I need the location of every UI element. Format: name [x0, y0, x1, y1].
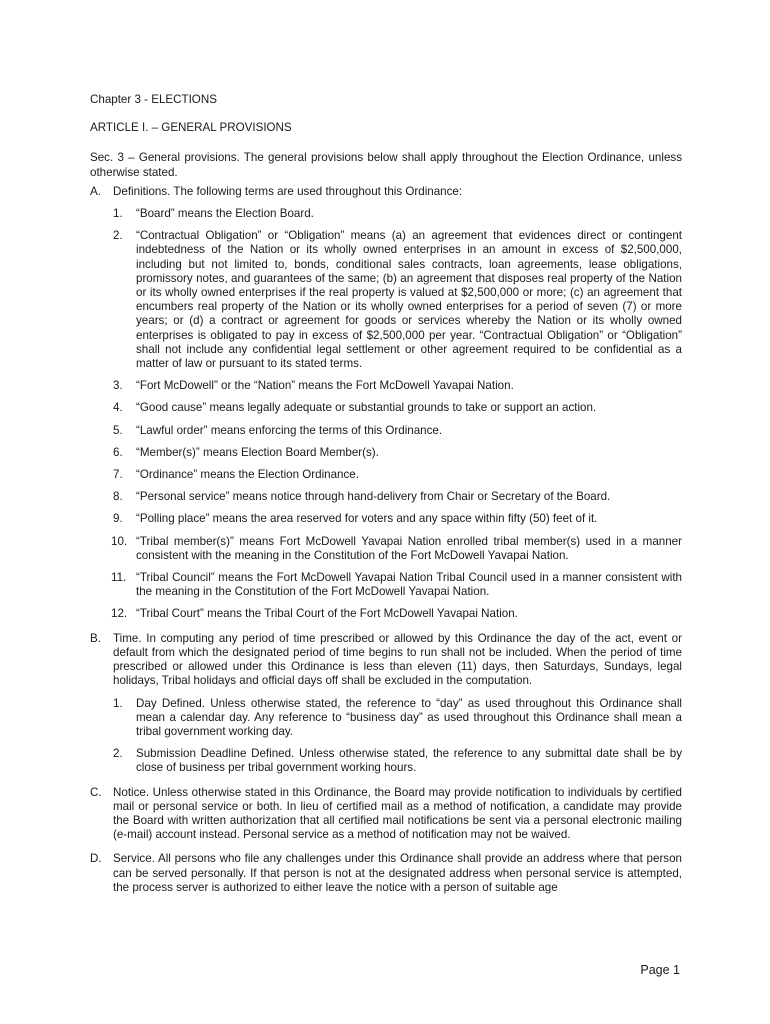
list-item: [113, 379, 682, 393]
item-text: Submission Deadline Defined. Unless otherwise stated, the reference to any submittal date shall be by close of business per tribal government working hours.: [136, 747, 682, 775]
item-text: “Board” means the Election Board.: [136, 207, 314, 221]
section-b-letter: B.: [90, 631, 101, 645]
section-d-service: [90, 852, 682, 895]
item-number: 12.: [111, 607, 128, 621]
item-number: 1.: [113, 696, 123, 710]
article-title: ARTICLE I. – GENERAL PROVISIONS: [90, 121, 292, 135]
list-item: [113, 229, 682, 371]
section-3-intro: Sec. 3 – General provisions. The general provisions below shall apply throughout the Election Ordinance, unless otherwise stated.: [90, 151, 682, 179]
item-number: 2.: [113, 229, 123, 243]
document-body: [90, 93, 682, 895]
list-item: [113, 697, 682, 740]
list-item: [113, 424, 682, 438]
item-text: Day Defined. Unless otherwise stated, the reference to “day” as used throughout this Ordinance shall mean a calendar day. Any reference to “business day” as used throughout this Ordinance shall mean a tribal government working day.: [136, 696, 682, 738]
section-c-letter: C.: [90, 785, 102, 799]
item-text: “Tribal member(s)” means Fort McDowell Yavapai Nation enrolled tribal member(s) used in a manner consistent with the meaning in the Constitution of the Fort McDowell Yavapai Nation.: [136, 534, 682, 562]
item-number: 11.: [111, 571, 127, 585]
item-text: “Tribal Court” means the Tribal Court of the Fort McDowell Yavapai Nation.: [136, 607, 518, 621]
chapter-title: Chapter 3 - ELECTIONS: [90, 93, 217, 106]
item-number: 2.: [113, 747, 123, 761]
item-number: 9.: [113, 512, 123, 526]
list-item: [113, 490, 682, 504]
item-text: “Personal service” means notice through hand-delivery from Chair or Secretary of the Board.: [136, 490, 611, 504]
list-item: [113, 747, 682, 775]
item-number: 3.: [113, 379, 123, 393]
list-item: [113, 535, 682, 563]
item-text: “Contractual Obligation” or “Obligation” means (a) an agreement that evidences direct or contingent indebtedness of the Nation or its wholly owned enterprises in an amount in excess of $2,500,000, including but not limited to, bonds, conditional sales contracts, loan agreements, lease obligations, promissory notes, and guarantees of the same; (b) an agreement that disposes real property of the Nation or its wholly owned enterprises if the real property is valued at $2,500,000 or more; (c) an agreement that encumbers real property of the Nation or its wholly owned enterprises for a period of seven (7) or more years; or (d) a contract or agreement for goods or services whereby the Nation or its wholly owned enterprises is obligated to pay in excess of $2,500,000 per year. “Contractual Obligation” or “Obligation” shall not include any confidential legal settlement or other agreement required to be confidential as a matter of law or pursuant to its stated terms.: [136, 229, 682, 371]
list-item: [113, 207, 682, 221]
section-a-letter: A.: [90, 184, 101, 198]
section-d-letter: D.: [90, 852, 102, 866]
item-text: “Member(s)” means Election Board Member(s).: [136, 445, 379, 459]
item-number: 5.: [113, 423, 123, 437]
item-number: 10.: [111, 534, 128, 548]
page-number: Page 1: [640, 963, 680, 977]
list-item: [113, 512, 682, 526]
item-number: 8.: [113, 490, 123, 504]
list-item: [113, 571, 682, 599]
item-text: “Polling place” means the area reserved for voters and any space within fifty (50) feet of it.: [136, 512, 598, 526]
item-number: 7.: [113, 468, 123, 482]
item-text: “Fort McDowell” or the “Nation” means the Fort McDowell Yavapai Nation.: [136, 379, 514, 393]
item-number: 1.: [113, 207, 123, 221]
section-d-text: Service. All persons who file any challenges under this Ordinance shall provide an address where that person can be served personally. If that person is not at the designated address when personal service is attempted, the process server is authorized to either leave the notice with a person of suitable age: [113, 852, 682, 894]
item-text: “Lawful order” means enforcing the terms of this Ordinance.: [136, 423, 443, 437]
list-item: [113, 401, 682, 415]
item-number: 6.: [113, 445, 123, 459]
section-a-definitions: [90, 185, 682, 622]
list-item: [113, 468, 682, 482]
item-text: “Tribal Council” means the Fort McDowell Yavapai Nation Tribal Council used in a manner consistent with the meaning in the Constitution of the Fort McDowell Yavapai Nation.: [136, 571, 682, 599]
list-item: [113, 446, 682, 460]
section-b-text: Time. In computing any period of time prescribed or allowed by this Ordinance the day of the act, event or default from which the designated period of time begins to run shall not be included. When the period of time prescribed or allowed under this Ordinance is less than eleven (11) days, then Saturdays, Sundays, legal holidays, Tribal holidays and official days off shall be excluded in the computation.: [113, 631, 682, 688]
time-list: [113, 697, 682, 776]
list-item: [113, 607, 682, 621]
item-text: “Good cause” means legally adequate or substantial grounds to take or support an action.: [136, 401, 597, 415]
section-c-notice: [90, 786, 682, 843]
item-number: 4.: [113, 401, 123, 415]
section-a-text: Definitions. The following terms are used throughout this Ordinance:: [113, 184, 463, 198]
section-c-text: Notice. Unless otherwise stated in this Ordinance, the Board may provide notification to individuals by certified mail or personal service or both. In lieu of certified mail as a method of notification, a candidate may provide the Board with written authorization that all certified mail notifications be sent via a personal electronic mailing (e-mail) account instead. Personal service as a method of notification may not be waived.: [113, 785, 682, 842]
definitions-list: [113, 207, 682, 622]
item-text: “Ordinance” means the Election Ordinance.: [136, 468, 359, 482]
section-b-time: [90, 632, 682, 776]
